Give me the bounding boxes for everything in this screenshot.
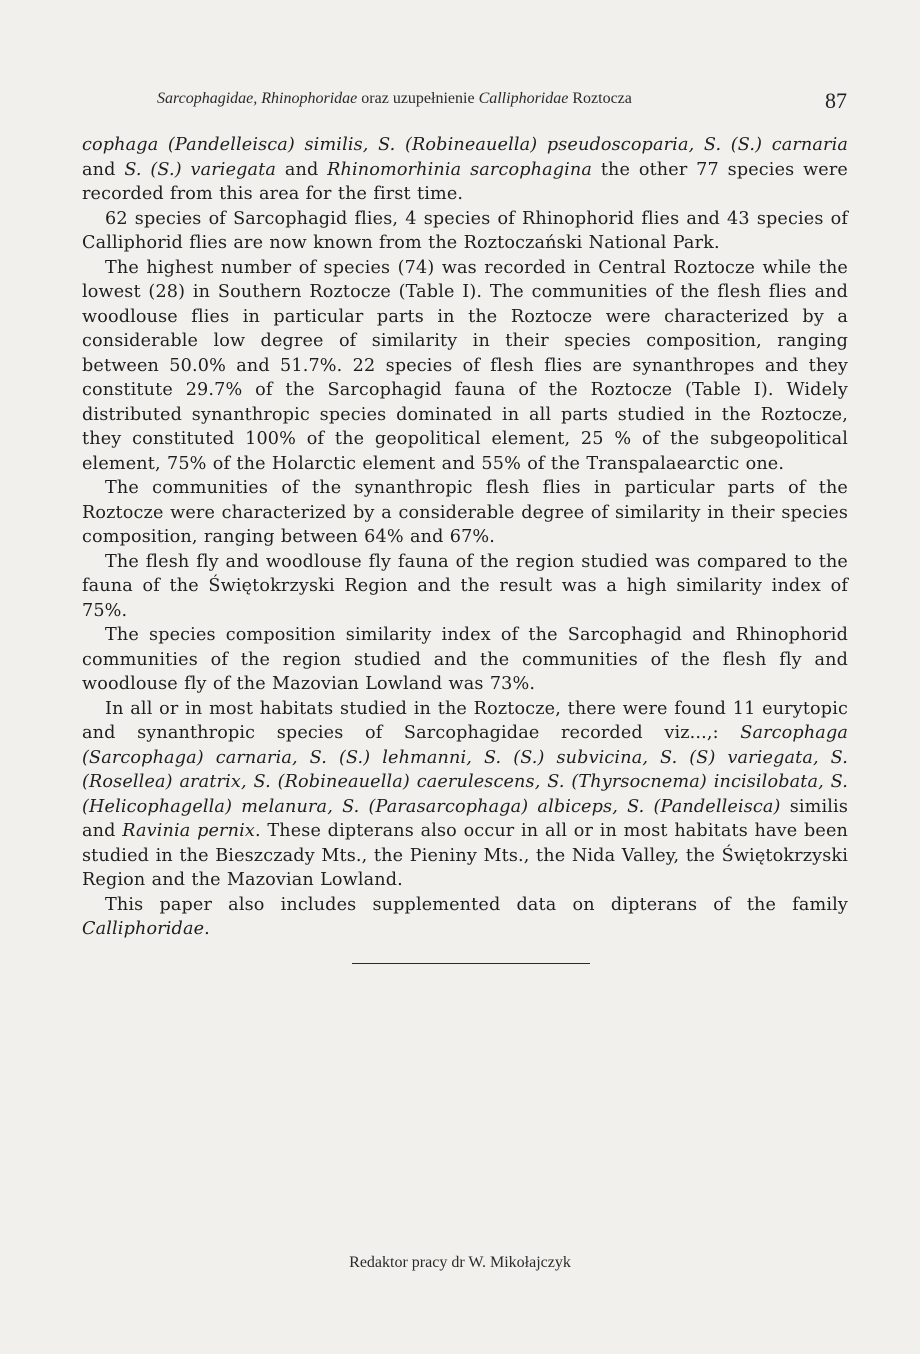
body-paragraph (82, 623, 848, 697)
body-paragraph (82, 697, 848, 893)
text-run: and (82, 159, 125, 180)
body-paragraph (82, 133, 848, 207)
italic-text-run: Rhinomorhinia sarcophagina (327, 159, 593, 180)
body-paragraph (82, 893, 848, 942)
italic-text-run: Calliphoridae (82, 919, 205, 939)
text-run: The species composition similarity index of the Sarcophagid and Rhinophorid communities of the region studied and the communities of the flesh fly and woodlouse fly of the Mazovian Lowland was 73%. (82, 625, 848, 694)
italic-text-run: Sarcophaga (Sarcophaga) carnaria, S. (S.) lehmanni, S. (S.) subvicina, S. (S) variegata, S. (Rosellea) aratrix, S. (Robineauella) caerulescens, S. (Thyrsocnema) incisilobata, S. (Helicophagella) melanura, S. (Parasarcophaga) albiceps, S. (Pandelleisca) (82, 723, 848, 817)
running-title-part: oraz uzupełnienie (357, 90, 479, 107)
text-run: the other 77 species were recorded from this area for the first time. (82, 159, 848, 204)
page-number: 87 (825, 88, 847, 113)
editor-credit: Redaktor pracy dr W. Mikołajczyk (349, 1254, 571, 1271)
text-run: The highest number of species (74) was recorded in Central Roztocze while the lowest (28) in Southern Roztocze (Table I). The communities of the flesh flies and woodlouse flies in particular parts in the Roztocze were characterized by a considerable low degree of similarity in their species composition, ranging between 50.0% and 51.7%. 22 species of flesh flies are synanthropes and they constitute 29.7% of the Sarcophagid fauna of the Roztocze (Table I). Widely distributed synanthropic species dominated in all parts studied in the Roztocze, they constituted 100% of the geopolitical element, 25 % of the subgeopolitical element, 75% of the Holarctic element and 55% of the Transpalaearctic one. (82, 257, 848, 474)
section-divider (352, 963, 590, 964)
running-title-part: Calliphoridae (478, 90, 569, 107)
italic-text-run: cophaga (Pandelleisca) similis, S. (Robineauella) pseudoscoparia, S. (S.) carnaria (82, 135, 848, 155)
italic-text-run: Ravinia pernix (122, 821, 255, 841)
text-run: The flesh fly and woodlouse fly fauna of the region studied was compared to the fauna of the Świętokrzyski Region and the result was a high similarity index of 75%. (82, 551, 848, 621)
body-text (82, 133, 848, 942)
running-title-part: Sarcophagidae, Rhinophoridae (157, 90, 358, 107)
running-title (157, 90, 632, 108)
text-run: . (204, 919, 210, 939)
text-run: This paper also includes supplemented data on dipterans of the family (105, 894, 848, 915)
body-paragraph (82, 550, 848, 624)
page-header (157, 90, 847, 114)
running-title-part: Roztocza (568, 90, 632, 107)
text-run: The communities of the synanthropic flesh flies in particular parts of the Roztocze were characterized by a considerable degree of similarity in their species composition, ranging between 64% and 67%. (82, 478, 848, 547)
text-run: and (276, 159, 328, 180)
body-paragraph (82, 256, 848, 477)
body-paragraph (82, 476, 848, 550)
text-run: 62 species of Sarcophagid flies, 4 species of Rhinophorid flies and 43 species of Calliphorid flies are now known from the Roztoczański National Park. (82, 208, 848, 253)
body-paragraph (82, 207, 848, 256)
text-run: . These dipterans also occur in all or in most habitats have been studied in the Bieszczady Mts., the Pieniny Mts., the Nida Valley, the Świętokrzyski Region and the Mazovian Lowland. (82, 821, 848, 890)
text-run: In all or in most habitats studied in the Roztocze, there were found 11 eurytopic and synanthropic species of Sarcophagidae recorded viz...,: (82, 698, 848, 743)
italic-text-run: S. (S.) variegata (124, 159, 277, 180)
text-run: similis and (82, 796, 848, 841)
